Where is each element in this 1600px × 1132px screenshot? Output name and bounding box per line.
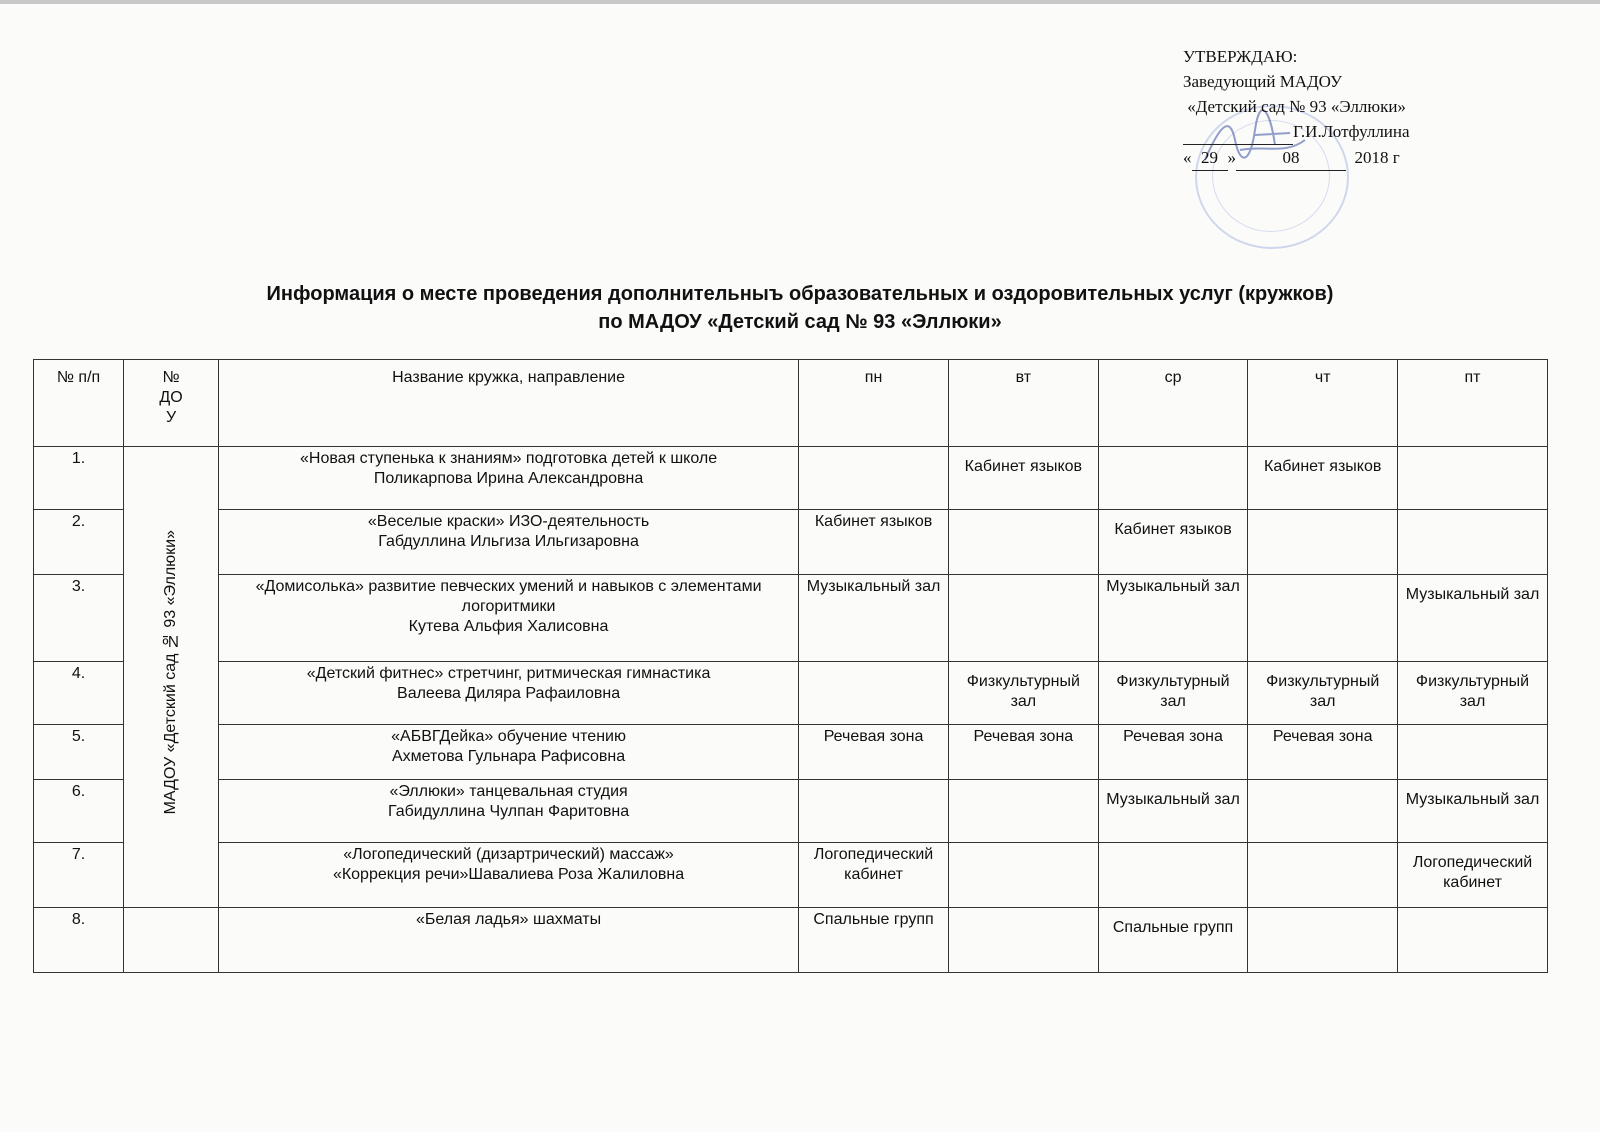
row-title: «Детский фитнес» стретчинг, ритмическая гимнастика <box>306 665 711 682</box>
table-row <box>34 575 1548 662</box>
cell-thu <box>1248 510 1398 575</box>
cell-thu <box>1248 908 1398 973</box>
approval-name: Г.И.Лотфуллина <box>1293 122 1410 141</box>
cell-wed: Речевая зона <box>1098 725 1248 780</box>
approval-sign-line <box>1183 119 1483 145</box>
row-title: «Новая ступенька к знаниям» подготовка детей к школе <box>300 450 718 467</box>
header-tue: вт <box>949 360 1099 447</box>
cell-fri <box>1398 510 1548 575</box>
row-name <box>219 843 799 908</box>
row-leader: Кутева Альфия Халисовна <box>408 618 609 635</box>
table-header-row <box>34 360 1548 447</box>
table-row <box>34 780 1548 843</box>
cell-tue <box>949 780 1099 843</box>
row-leader: «Коррекция речи»Шавалиева Роза Жалиловна <box>332 866 685 883</box>
cell-mon <box>799 662 949 725</box>
row-name <box>219 662 799 725</box>
row-name <box>219 725 799 780</box>
row-leader: Ахметова Гульнара Рафисовна <box>392 748 626 765</box>
row-num: 1. <box>34 447 124 510</box>
page-title <box>0 280 1600 336</box>
row-name <box>219 908 799 973</box>
row-leader: Габдуллина Ильгиза Ильгизаровна <box>378 533 639 550</box>
cell-thu <box>1248 575 1398 662</box>
row-num: 8. <box>34 908 124 973</box>
row-name <box>219 780 799 843</box>
cell-mon: Речевая зона <box>799 725 949 780</box>
header-dou-1: № <box>162 369 180 386</box>
dou-merged-text: МАДОУ «Детский сад № 93 «Эллюки» <box>162 529 180 815</box>
table-row <box>34 725 1548 780</box>
row-name <box>219 447 799 510</box>
table-row <box>34 908 1548 973</box>
header-dou-2: ДО <box>159 389 183 406</box>
header-fri: пт <box>1398 360 1548 447</box>
cell-wed <box>1098 843 1248 908</box>
row-num: 3. <box>34 575 124 662</box>
cell-tue: Речевая зона <box>949 725 1099 780</box>
row-num: 7. <box>34 843 124 908</box>
cell-fri: Музыкальный зал <box>1398 575 1548 662</box>
row-title: «АБВГДейка» обучение чтению <box>391 728 626 745</box>
approval-position: Заведующий МАДОУ <box>1183 72 1343 91</box>
approval-day: 29 <box>1192 145 1228 171</box>
row-title: «Белая ладья» шахматы <box>415 911 602 928</box>
approval-org-text: «Детский сад № 93 «Эллюки» <box>1187 97 1406 116</box>
cell-mon: Логопедический кабинет <box>799 843 949 908</box>
cell-tue: Кабинет языков <box>949 447 1099 510</box>
cell-fri <box>1398 447 1548 510</box>
header-name: Название кружка, направление <box>219 360 799 447</box>
row-num: 6. <box>34 780 124 843</box>
cell-thu: Кабинет языков <box>1248 447 1398 510</box>
cell-tue: Физкультурный зал <box>949 662 1099 725</box>
title-line-2: по МАДОУ «Детский сад № 93 «Эллюки» <box>598 311 1002 333</box>
table-row <box>34 662 1548 725</box>
dou-merged-cell <box>124 447 219 908</box>
row-name <box>219 510 799 575</box>
cell-mon: Кабинет языков <box>799 510 949 575</box>
row-title: «Эллюки» танцевальная студия <box>389 783 628 800</box>
table-row <box>34 510 1548 575</box>
header-dou <box>124 360 219 447</box>
header-wed: ср <box>1098 360 1248 447</box>
signature-line <box>1183 119 1293 145</box>
cell-tue <box>949 843 1099 908</box>
approval-org <box>1183 94 1483 119</box>
cell-fri: Музыкальный зал <box>1398 780 1548 843</box>
row-leader: Валеева Диляра Рафаиловна <box>397 685 621 702</box>
cell-thu <box>1248 843 1398 908</box>
scan-edge <box>0 0 1600 4</box>
header-num: № п/п <box>34 360 124 447</box>
row-num: 4. <box>34 662 124 725</box>
cell-tue <box>949 908 1099 973</box>
cell-fri <box>1398 908 1548 973</box>
cell-wed: Спальные групп <box>1098 908 1248 973</box>
header-thu: чт <box>1248 360 1398 447</box>
approval-year: 2018 г <box>1354 148 1400 167</box>
cell-mon: Музыкальный зал <box>799 575 949 662</box>
table-row <box>34 447 1548 510</box>
cell-thu: Физкультурный зал <box>1248 662 1398 725</box>
cell-thu: Речевая зона <box>1248 725 1398 780</box>
cell-wed <box>1098 447 1248 510</box>
row-title: «Домисолька» развитие певческих умений и навыков с элементами логоритмики <box>255 578 762 615</box>
row-num: 2. <box>34 510 124 575</box>
row-num: 5. <box>34 725 124 780</box>
cell-tue <box>949 510 1099 575</box>
table-row <box>34 843 1548 908</box>
row-leader: Поликарпова Ирина Александровна <box>373 470 644 487</box>
row-title: «Веселые краски» ИЗО-деятельность <box>367 513 650 530</box>
cell-fri: Физкультурный зал <box>1398 662 1548 725</box>
cell-tue <box>949 575 1099 662</box>
row-leader: Габидуллина Чулпан Фаритовна <box>387 803 630 820</box>
approval-label: УТВЕРЖДАЮ: <box>1183 47 1298 66</box>
cell-mon <box>799 447 949 510</box>
cell-wed: Физкультурный зал <box>1098 662 1248 725</box>
header-mon: пн <box>799 360 949 447</box>
cell-fri: Логопедический кабинет <box>1398 843 1548 908</box>
approval-block <box>1183 44 1483 171</box>
approval-month: 08 <box>1236 145 1346 171</box>
approval-date: « 29 » 08 2018 г <box>1183 145 1483 171</box>
row-title: «Логопедический (дизартрический) массаж» <box>343 846 674 863</box>
dou-empty-cell <box>124 908 219 973</box>
header-dou-3: У <box>165 409 177 426</box>
cell-wed: Кабинет языков <box>1098 510 1248 575</box>
cell-wed: Музыкальный зал <box>1098 575 1248 662</box>
cell-mon: Спальные групп <box>799 908 949 973</box>
cell-thu <box>1248 780 1398 843</box>
title-line-1: Информация о месте проведения дополнительныъ образовательных и оздоровительных услуг (кружков) <box>266 283 1334 305</box>
cell-mon <box>799 780 949 843</box>
row-name <box>219 575 799 662</box>
cell-fri <box>1398 725 1548 780</box>
schedule-table <box>33 359 1548 973</box>
cell-wed: Музыкальный зал <box>1098 780 1248 843</box>
